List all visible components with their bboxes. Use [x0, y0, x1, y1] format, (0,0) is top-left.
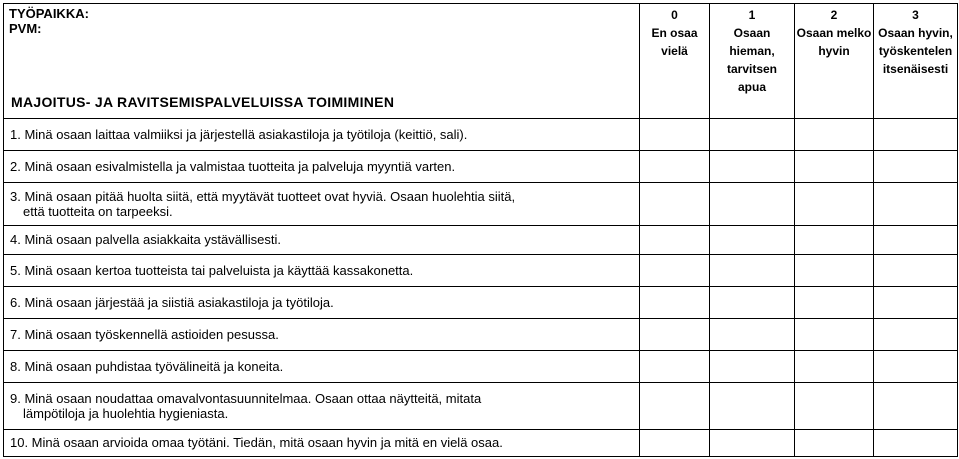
rating-cell-1[interactable]: [710, 429, 795, 456]
rating-cell-3[interactable]: [874, 429, 958, 456]
rating-cell-3[interactable]: [874, 118, 958, 150]
rating-cell-3[interactable]: [874, 226, 958, 254]
page-title: MAJOITUS- JA RAVITSEMISPALVELUISSA TOIMIMINEN: [11, 93, 395, 110]
rating-cell-2[interactable]: [795, 226, 874, 254]
workplace-label: TYÖPAIKKA:: [9, 6, 89, 21]
item-text: 5. Minä osaan kertoa tuotteista tai palveluista ja käyttää kassakonetta.: [4, 254, 640, 286]
rating-cell-0[interactable]: [640, 429, 710, 456]
rating-cell-1[interactable]: [710, 350, 795, 382]
table-row: [4, 286, 958, 318]
item-text: 9. Minä osaan noudattaa omavalvontasuunnitelmaa. Osaan ottaa näytteitä, mitata lämpötiloja ja huolehtia hygieniasta.: [4, 382, 640, 429]
rating-cell-1[interactable]: [710, 118, 795, 150]
rating-cell-1[interactable]: [710, 318, 795, 350]
rating-cell-0[interactable]: [640, 382, 710, 429]
scale-text: tarvitsen: [726, 62, 778, 76]
scale-text: Osaan hieman,: [729, 26, 775, 58]
rating-cell-2[interactable]: [795, 182, 874, 225]
scale-text: työskentelen: [878, 44, 953, 58]
rating-cell-3[interactable]: [874, 182, 958, 225]
table-row: [4, 118, 958, 150]
scale-text: En osaa: [651, 26, 698, 40]
rating-cell-3[interactable]: [874, 150, 958, 182]
table-row: [4, 350, 958, 382]
item-text: 2. Minä osaan esivalmistella ja valmistaa tuotteita ja palveluja myyntiä varten.: [4, 150, 640, 182]
rating-cell-0[interactable]: [640, 350, 710, 382]
scale-number: 0: [671, 8, 678, 22]
rating-cell-2[interactable]: [795, 118, 874, 150]
rating-cell-2[interactable]: [795, 318, 874, 350]
scale-header-2: [795, 4, 874, 119]
rating-cell-0[interactable]: [640, 226, 710, 254]
rating-cell-0[interactable]: [640, 182, 710, 225]
table-row: [4, 318, 958, 350]
rating-cell-1[interactable]: [710, 150, 795, 182]
header-row: [4, 4, 958, 119]
scale-text: itsenäisesti: [882, 62, 949, 76]
rating-cell-2[interactable]: [795, 382, 874, 429]
scale-header-0: [640, 4, 710, 119]
header-info-cell: [4, 4, 640, 119]
rating-cell-2[interactable]: [795, 350, 874, 382]
rating-cell-0[interactable]: [640, 150, 710, 182]
rating-cell-3[interactable]: [874, 350, 958, 382]
table-row: [4, 382, 958, 429]
scale-number: 1: [748, 8, 756, 22]
rating-cell-3[interactable]: [874, 318, 958, 350]
scale-header-1: [710, 4, 795, 119]
scale-text: hyvin: [818, 44, 850, 58]
scale-text: apua: [737, 80, 766, 94]
rating-cell-2[interactable]: [795, 429, 874, 456]
rating-cell-0[interactable]: [640, 286, 710, 318]
rating-cell-0[interactable]: [640, 118, 710, 150]
item-text: 4. Minä osaan palvella asiakkaita ystävällisesti.: [4, 226, 640, 254]
item-text: 3. Minä osaan pitää huolta siitä, että myytävät tuotteet ovat hyviä. Osaan huolehtia siitä, että tuotteita on tarpeeksi.: [4, 182, 640, 225]
rating-cell-0[interactable]: [640, 254, 710, 286]
self-assessment-table: [3, 3, 958, 457]
table-row: [4, 150, 958, 182]
scale-text: Osaan hyvin,: [878, 26, 953, 40]
rating-cell-1[interactable]: [710, 382, 795, 429]
rating-cell-1[interactable]: [710, 254, 795, 286]
table-row: [4, 429, 958, 456]
scale-text: vielä: [661, 44, 688, 58]
rating-cell-2[interactable]: [795, 150, 874, 182]
rating-cell-1[interactable]: [710, 226, 795, 254]
date-label: PVM:: [9, 21, 42, 36]
rating-cell-3[interactable]: [874, 286, 958, 318]
table-row: [4, 254, 958, 286]
item-text: 8. Minä osaan puhdistaa työvälineitä ja koneita.: [4, 350, 640, 382]
item-text: 7. Minä osaan työskennellä astioiden pesussa.: [4, 318, 640, 350]
scale-header-3: [874, 4, 958, 119]
item-text: 6. Minä osaan järjestää ja siistiä asiakastiloja ja työtiloja.: [4, 286, 640, 318]
rating-cell-3[interactable]: [874, 382, 958, 429]
rating-cell-3[interactable]: [874, 254, 958, 286]
rating-cell-2[interactable]: [795, 286, 874, 318]
rating-cell-1[interactable]: [710, 182, 795, 225]
rating-cell-2[interactable]: [795, 254, 874, 286]
item-text: 1. Minä osaan laittaa valmiiksi ja järjestellä asiakastiloja ja työtiloja (keittiö, sali).: [4, 118, 640, 150]
scale-number: 2: [830, 8, 838, 22]
scale-text: Osaan melko: [796, 26, 872, 40]
table-row: [4, 182, 958, 225]
rating-cell-0[interactable]: [640, 318, 710, 350]
scale-number: 3: [912, 8, 919, 22]
rating-cell-1[interactable]: [710, 286, 795, 318]
item-text: 10. Minä osaan arvioida omaa työtäni. Tiedän, mitä osaan hyvin ja mitä en vielä osaa.: [4, 429, 640, 456]
table-row: [4, 226, 958, 254]
